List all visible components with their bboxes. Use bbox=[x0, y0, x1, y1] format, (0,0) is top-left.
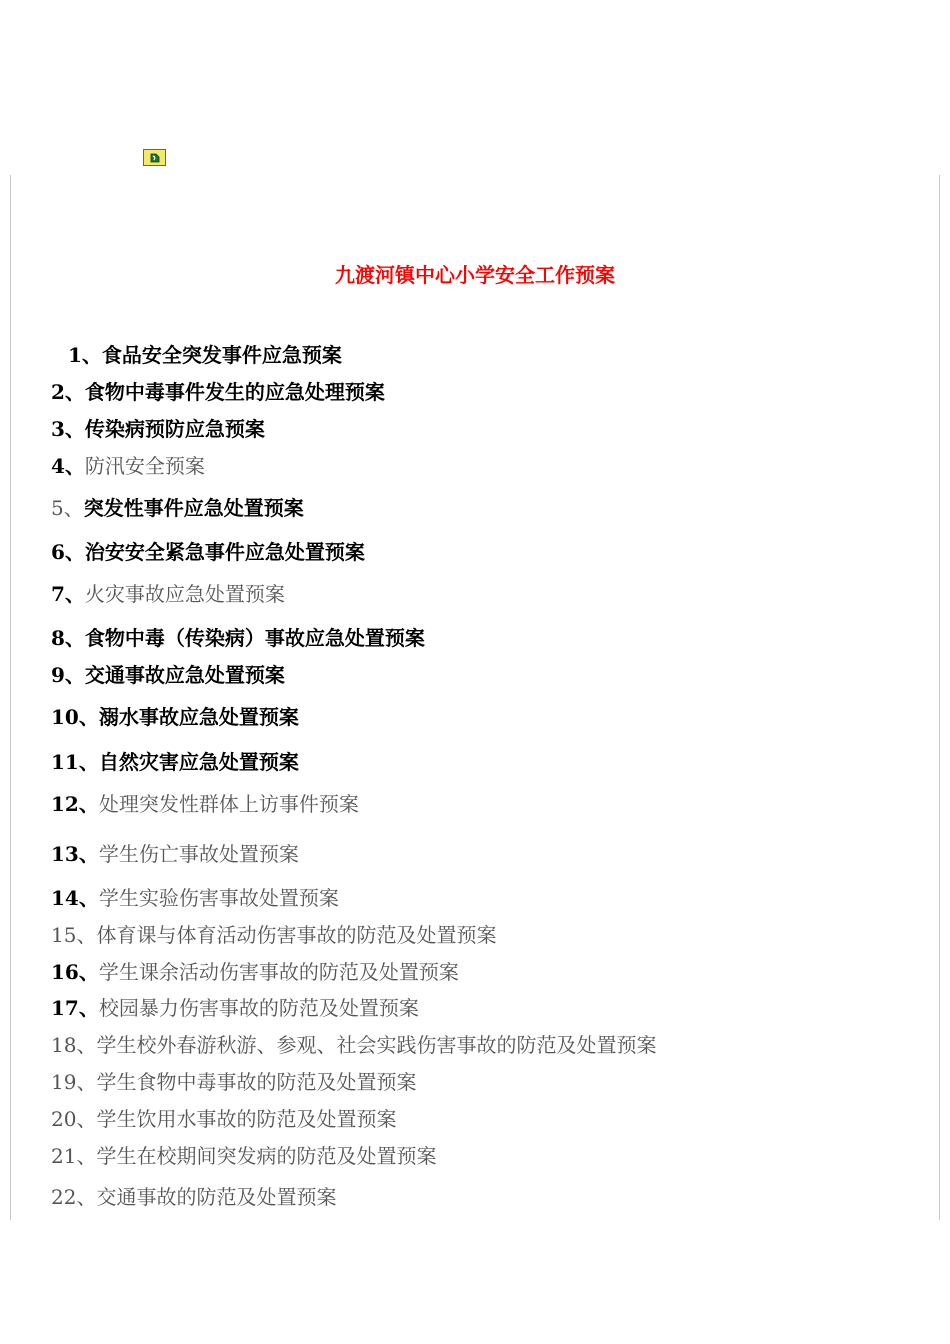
list-item bbox=[51, 452, 205, 480]
item-text: 防汛安全预案 bbox=[84, 454, 205, 478]
list-item bbox=[51, 790, 359, 818]
item-number: 12、 bbox=[51, 792, 99, 816]
item-text: 自然灾害应急处置预案 bbox=[98, 750, 299, 774]
item-text: 体育课与体育活动伤害事故的防范及处置预案 bbox=[96, 923, 497, 947]
list-item bbox=[51, 994, 419, 1022]
item-text: 突发性事件应急处置预案 bbox=[83, 496, 304, 520]
item-text: 交通事故的防范及处置预案 bbox=[96, 1185, 337, 1209]
item-number: 13、 bbox=[51, 842, 99, 866]
item-text: 溺水事故应急处置预案 bbox=[98, 705, 299, 729]
list-item bbox=[51, 538, 365, 566]
item-text: 学生饮用水事故的防范及处置预案 bbox=[96, 1107, 397, 1131]
list-item bbox=[51, 884, 339, 912]
list-item bbox=[51, 703, 299, 731]
item-text: 学生课余活动伤害事故的防范及处置预案 bbox=[98, 960, 459, 984]
item-number: 11、 bbox=[51, 750, 99, 774]
item-text: 学生在校期间突发病的防范及处置预案 bbox=[96, 1144, 437, 1168]
item-number: 2、 bbox=[51, 380, 85, 404]
item-number: 18、 bbox=[51, 1033, 97, 1057]
list-item bbox=[51, 1142, 436, 1170]
item-text: 学生食物中毒事故的防范及处置预案 bbox=[96, 1070, 417, 1094]
item-text: 治安安全紧急事件应急处置预案 bbox=[84, 540, 365, 564]
item-number: 5、 bbox=[51, 496, 84, 520]
item-text: 食物中毒（传染病）事故应急处置预案 bbox=[84, 626, 425, 650]
item-text: 交通事故应急处置预案 bbox=[84, 663, 285, 687]
list-item bbox=[51, 415, 265, 443]
item-number: 14、 bbox=[51, 886, 99, 910]
item-text: 火灾事故应急处置预案 bbox=[84, 582, 285, 606]
item-number: 6、 bbox=[51, 540, 85, 564]
item-number: 22、 bbox=[51, 1185, 97, 1209]
item-text: 学生实验伤害事故处置预案 bbox=[98, 886, 339, 910]
list-item bbox=[51, 1105, 396, 1133]
item-number: 10、 bbox=[51, 705, 99, 729]
item-number: 7、 bbox=[51, 582, 85, 606]
item-text: 食品安全突发事件应急预案 bbox=[101, 343, 342, 367]
item-number: 15、 bbox=[51, 923, 97, 947]
item-number: 3、 bbox=[51, 417, 85, 441]
list-item bbox=[51, 1031, 656, 1059]
list-item bbox=[51, 624, 425, 652]
list-item bbox=[51, 494, 304, 522]
item-number: 4、 bbox=[51, 454, 85, 478]
item-number: 8、 bbox=[51, 626, 85, 650]
list-item bbox=[51, 661, 285, 689]
item-number: 21、 bbox=[51, 1144, 97, 1168]
item-number: 16、 bbox=[51, 960, 99, 984]
item-number: 9、 bbox=[51, 663, 85, 687]
list-item bbox=[68, 341, 342, 369]
list-item bbox=[51, 921, 496, 949]
item-number: 1、 bbox=[68, 343, 102, 367]
item-number: 19、 bbox=[51, 1070, 97, 1094]
item-text: 食物中毒事件发生的应急处理预案 bbox=[84, 380, 385, 404]
page-title: 九渡河镇中心小学安全工作预案 bbox=[335, 263, 615, 287]
item-number: 17、 bbox=[51, 996, 99, 1020]
list-item bbox=[51, 958, 459, 986]
list-item bbox=[51, 840, 299, 868]
item-number: 20、 bbox=[51, 1107, 97, 1131]
list-item bbox=[51, 1068, 416, 1096]
list-item bbox=[51, 1183, 336, 1211]
list-item bbox=[51, 748, 299, 776]
list-item bbox=[51, 580, 285, 608]
item-text: 学生校外春游秋游、参观、社会实践伤害事故的防范及处置预案 bbox=[96, 1033, 657, 1057]
item-text: 学生伤亡事故处置预案 bbox=[98, 842, 299, 866]
list-item bbox=[51, 378, 385, 406]
item-text: 校园暴力伤害事故的防范及处置预案 bbox=[98, 996, 419, 1020]
item-text: 传染病预防应急预案 bbox=[84, 417, 265, 441]
item-text: 处理突发性群体上访事件预案 bbox=[98, 792, 359, 816]
